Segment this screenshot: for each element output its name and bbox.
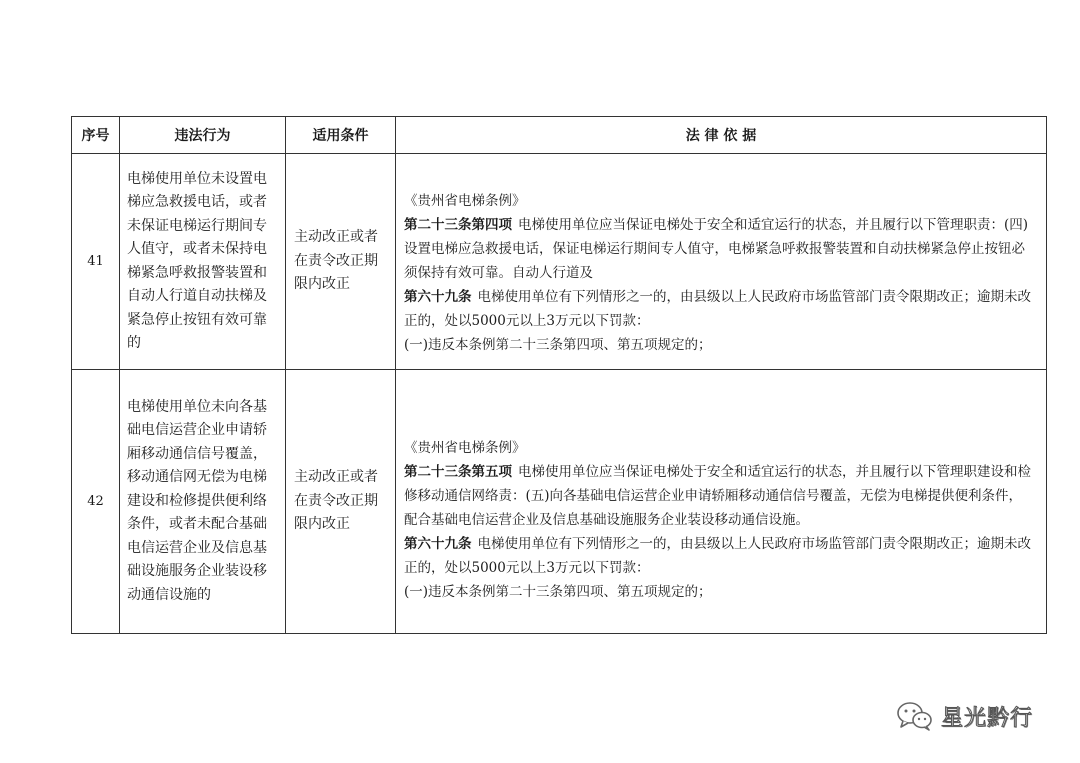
article-1-text: 电梯使用单位应当保证电梯处于安全和适宜运行的状态，并且履行以下管理职责：(四)设置电梯应急救援电话，保证电梯运行期间专人值守，电梯紧急呼救报警装置和自动扶梯紧急停止按钮必须保持有效可靠。自动人行道及 [404,216,1029,281]
article-2 [404,285,1034,333]
row-number: 42 [72,370,120,634]
header-no: 序号 [72,117,120,154]
article-2 [404,532,1034,580]
wechat-icon [895,699,935,733]
article-2-title: 第六十九条 [404,288,472,305]
watermark [895,696,1033,736]
header-row [72,117,1047,154]
article-item: (一)违反本条例第二十三条第四项、第五项规定的； [404,583,712,600]
article-2-title: 第六十九条 [404,535,472,552]
article-2-text: 电梯使用单位有下列情形之一的，由县级以上人民政府市场监管部门责令限期改正；逾期未改正的，处以5000元以上3万元以下罚款： [404,288,1031,329]
law-source: 《贵州省电梯条例》 [404,192,526,209]
condition-text: 主动改正或者在责令改正期限内改正 [286,154,396,370]
article-1 [404,213,1034,285]
article-1-text: 电梯使用单位应当保证电梯处于安全和适宜运行的状态，并且履行以下管理职建设和检修移动通信网络责：(五)向各基础电信运营企业申请轿厢移动通信信号覆盖，无偿为电梯提供便利条件，配合基础电信运营企业及信息基础设施服务企业装设移动通信设施。 [404,463,1031,528]
condition-text: 主动改正或者在责令改正期限内改正 [286,370,396,634]
article-2-text: 电梯使用单位有下列情形之一的，由县级以上人民政府市场监管部门责令限期改正；逾期未改正的，处以5000元以上3万元以下罚款： [404,535,1031,576]
law-source: 《贵州省电梯条例》 [404,439,526,456]
violation-text: 电梯使用单位未向各基础电信运营企业申请轿厢移动通信信号覆盖，移动通信网无偿为电梯建设和检修提供便利络条件，或者未配合基础电信运营企业及信息基础设施服务企业装设移动通信设施的 [120,370,286,634]
watermark-text: 星光黔行 [941,705,1034,731]
legal-basis [396,154,1047,370]
row-number: 41 [72,154,120,370]
header-law: 法 律 依 据 [396,117,1047,154]
header-act: 违法行为 [120,117,286,154]
violation-text: 电梯使用单位未设置电梯应急救援电话，或者未保证电梯运行期间专人值守，或者未保持电梯紧急呼救报警装置和自动人行道自动扶梯及紧急停止按钮有效可靠的 [120,154,286,370]
article-1 [404,460,1034,532]
table-row [72,154,1047,370]
article-item: (一)违反本条例第二十三条第四项、第五项规定的； [404,336,712,353]
table-row [72,370,1047,634]
law-table [71,116,1047,634]
article-1-title: 第二十三条第四项 [404,216,512,233]
header-cond: 适用条件 [286,117,396,154]
article-1-title: 第二十三条第五项 [404,463,512,480]
legal-basis [396,370,1047,634]
